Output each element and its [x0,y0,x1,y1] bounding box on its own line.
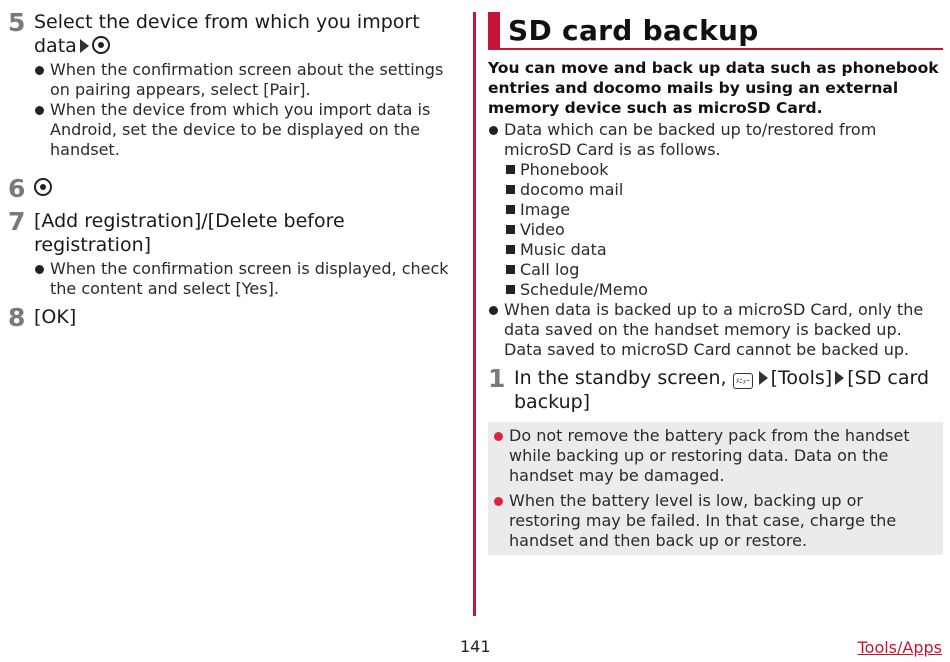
data-type-item: Video [504,220,943,240]
list-item: When the device from which you import data is Android, set the device to be displayed on the handset. [34,100,453,160]
step-text: [OK] [34,306,77,328]
step-number: 5 [8,8,26,37]
step-6 [8,176,453,201]
intro-text: You can move and back up data such as phonebook entries and docomo mails by using an external memory device such as microSD Card. [488,59,939,117]
step-8 [8,305,453,330]
step-7-notes [34,259,453,299]
step-text: Select the device from which you import data [34,11,420,57]
data-type-item: Music data [504,240,943,260]
section-link[interactable]: Tools/Apps [857,638,942,657]
list-item: When data is backed up to a microSD Card, only the data saved on the handset memory is backed up. Data saved to microSD Card cannot be backed up. [488,300,943,360]
heading-accent-bar [488,12,500,48]
right-column [488,12,943,555]
step-5-notes [34,60,453,160]
section-heading [488,12,943,50]
step-7 [8,209,453,257]
arrow-right-icon [80,39,89,53]
step-number: 7 [8,207,26,236]
arrow-right-icon [835,371,844,385]
data-type-list [504,160,943,300]
step-number: 8 [8,303,26,332]
menu-key-icon: ﾒﾆｭｰ [733,373,753,389]
page-number: 141 [460,637,491,656]
section-title: SD card backup [508,13,759,47]
data-type-item: docomo mail [504,180,943,200]
data-type-item: Call log [504,260,943,280]
caution-box [488,422,943,555]
list-item: When the confirmation screen about the settings on pairing appears, select [Pair]. [34,60,453,100]
step-5 [8,10,453,58]
data-type-item: Schedule/Memo [504,280,943,300]
step-number: 1 [488,364,506,393]
center-key-icon [34,178,52,196]
center-key-icon [92,36,110,54]
step-number: 6 [8,174,26,203]
left-column [8,10,453,332]
step-1 [488,366,943,414]
caution-item: When the battery level is low, backing up or restoring may be failed. In that case, charge the handset and then back up or restore. [494,491,937,551]
step-text: [Add registration]/[Delete before registration] [34,210,345,256]
data-type-item: Image [504,200,943,220]
column-divider [473,12,476,616]
list-item: When the confirmation screen is displayed, check the content and select [Yes]. [34,259,453,299]
data-type-item: Phonebook [504,160,943,180]
backup-notes [488,120,943,360]
step-text: In the standby screen, ﾒﾆｭｰ [Tools] [SD card backup] [514,367,930,413]
arrow-right-icon [759,371,768,385]
caution-item: Do not remove the battery pack from the handset while backing up or restoring data. Data on the handset may be damaged. [494,426,937,486]
step-text [34,176,52,200]
list-item: Data which can be backed up to/restored from microSD Card is as follows. Phonebook docomo mail Image Video Music data Call log Schedule/Memo [488,120,943,300]
